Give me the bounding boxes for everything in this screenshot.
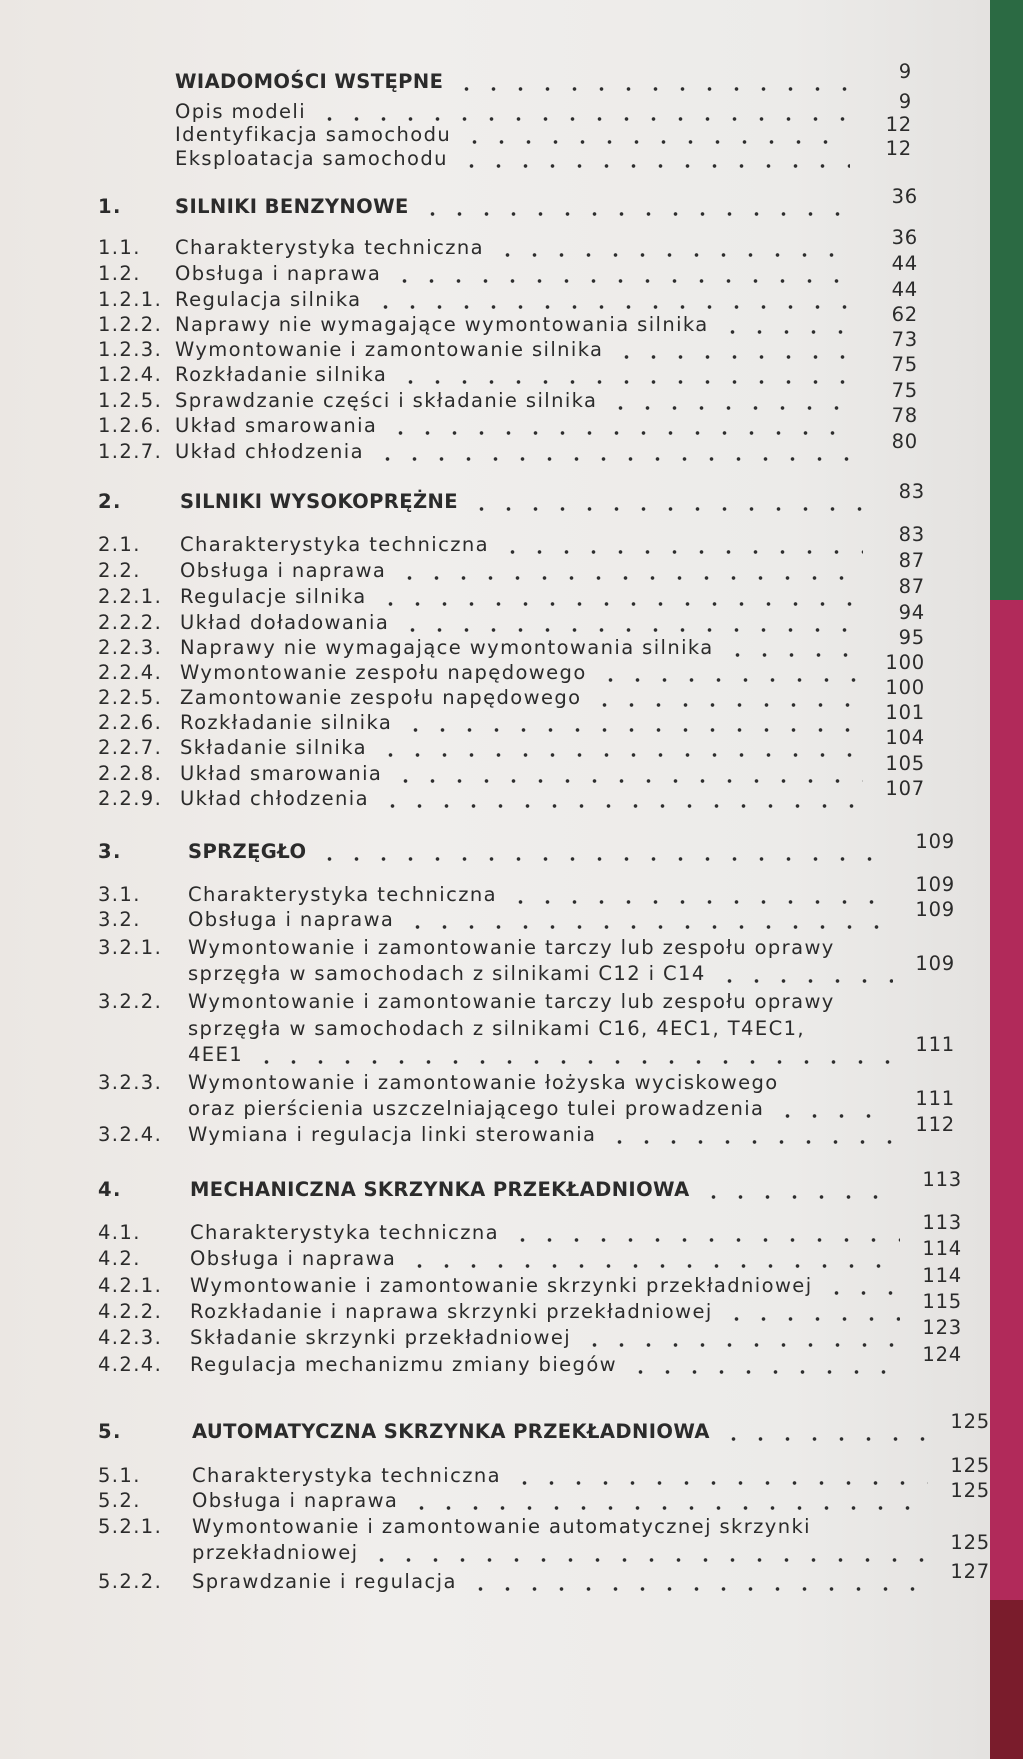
toc-section-number: 1.2.5.: [98, 389, 163, 412]
toc-dot-leader: [507, 885, 893, 903]
toc-entry-row: [0, 353, 990, 389]
toc-title: SILNIKI WYSOKOPRĘŻNE: [180, 490, 458, 513]
toc-dot-leader: [253, 1045, 893, 1063]
toc-page-number: 62: [891, 303, 918, 326]
toc-dot-leader: [461, 125, 850, 143]
toc-section-number: 2.2.9.: [98, 787, 163, 810]
toc-dot-leader: [392, 764, 863, 782]
toc-dot-leader: [316, 842, 893, 860]
toc-title: Wymontowanie i zamontowanie tarczy lub zespołu oprawy: [188, 936, 835, 959]
toc-entry-row: [0, 404, 990, 440]
toc-entry-row: [0, 1113, 990, 1149]
toc-dot-leader: [719, 315, 856, 333]
toc-section-number: 2.2.5.: [98, 686, 163, 709]
toc-title: przekładniowej: [192, 1541, 359, 1564]
toc-title: Wymontowanie i zamontowanie tarczy lub zespołu oprawy: [188, 990, 835, 1013]
toc-page-number: 75: [891, 379, 918, 402]
toc-title: Składanie skrzynki przekładniowej: [190, 1326, 572, 1349]
toc-page-number: 83: [898, 480, 925, 503]
toc-page-number: 125: [950, 1454, 990, 1477]
toc-dot-leader: [509, 1223, 900, 1241]
toc-page-number: 83: [898, 523, 925, 546]
toc-dot-leader: [402, 713, 863, 731]
toc-dot-leader: [581, 1328, 900, 1346]
toc-title: SILNIKI BENZYNOWE: [175, 195, 409, 218]
toc-section-number: 3.: [98, 840, 122, 863]
toc-entry-row: [0, 1071, 990, 1097]
toc-title: Obsługa i naprawa: [192, 1489, 399, 1512]
toc-section-number: 1.2.2.: [98, 313, 163, 336]
toc-title: Układ doładowania: [180, 611, 390, 634]
toc-page-number: 80: [891, 430, 918, 453]
toc-dot-leader: [723, 1302, 900, 1320]
toc-section-number: 5.2.2.: [98, 1570, 163, 1593]
toc-dot-leader: [406, 1249, 900, 1267]
toc-dot-leader: [468, 492, 863, 510]
toc-entry-row: [0, 1316, 990, 1352]
toc-title: Układ chłodzenia: [175, 440, 364, 463]
toc-entry-row: [0, 898, 990, 934]
toc-page-number: 114: [922, 1264, 962, 1287]
toc-entry-row: [0, 226, 990, 262]
toc-entry-row: [0, 726, 990, 762]
toc-title: Obsługa i naprawa: [175, 262, 382, 285]
toc-page-number: 95: [898, 626, 925, 649]
toc-page-number: 87: [898, 575, 925, 598]
toc-title: AUTOMATYCZNA SKRZYNKA PRZEKŁADNIOWA: [192, 1420, 710, 1443]
toc-section-number: 2.2.6.: [98, 711, 163, 734]
toc-title: WIADOMOŚCI WSTĘPNE: [175, 70, 444, 93]
toc-title: Wymontowanie i zamontowanie łożyska wyciskowego: [188, 1071, 779, 1094]
toc-section-number: 1.2.: [98, 262, 141, 285]
toc-chapter-row: [0, 1168, 990, 1204]
toc-title: SPRZĘGŁO: [188, 840, 307, 863]
toc-section-number: 4.: [98, 1178, 122, 1201]
toc-title: Sprawdzanie i regulacja: [192, 1570, 457, 1593]
toc-dot-leader: [823, 1276, 900, 1294]
toc-entry-row: [0, 990, 990, 1016]
toc-section-number: 2.1.: [98, 533, 141, 556]
toc-title: Wymontowanie zespołu napędowego: [180, 661, 587, 684]
toc-section-number: 3.2.: [98, 908, 141, 931]
toc-entry-row: [0, 873, 990, 909]
toc-section-number: 3.2.4.: [98, 1123, 163, 1146]
toc-page-number: 105: [885, 752, 925, 775]
toc-dot-leader: [494, 238, 856, 256]
toc-entry-row: [0, 328, 990, 364]
toc-title: Regulacja mechanizmu zmiany biegów: [190, 1353, 617, 1376]
toc-dot-leader: [396, 561, 863, 579]
toc-page-number: 44: [891, 252, 918, 275]
toc-page-number: 87: [898, 549, 925, 572]
toc-entry-row: [0, 303, 990, 339]
toc-title: MECHANICZNA SKRZYNKA PRZEKŁADNIOWA: [190, 1178, 690, 1201]
toc-section-number: 2.2.7.: [98, 736, 163, 759]
toc-dot-leader: [724, 638, 863, 656]
toc-page-number: 111: [915, 1087, 955, 1110]
toc-section-number: 5.2.1.: [98, 1515, 163, 1538]
toc-entry-row: [0, 1531, 990, 1567]
toc-section-number: 4.1.: [98, 1221, 141, 1244]
toc-title: sprzęgła w samochodach z silnikami C12 i C14: [188, 962, 706, 985]
toc-title: Obsługa i naprawa: [180, 559, 387, 582]
toc-title: oraz pierścienia uszczelniającego tulei prowadzenia: [188, 1097, 765, 1120]
toc-page-number: 9: [898, 60, 912, 83]
toc-title: Charakterystyka techniczna: [190, 1221, 499, 1244]
toc-page-number: 125: [950, 1531, 990, 1554]
toc-entry-row: [0, 1017, 990, 1043]
toc-dot-leader: [597, 663, 863, 681]
toc-section-number: 1.2.7.: [98, 440, 163, 463]
toc-chapter-row: [0, 60, 990, 96]
toc-dot-leader: [404, 910, 893, 928]
toc-title: Rozkładanie i naprawa skrzynki przekładniowej: [190, 1300, 713, 1323]
toc-page-number: 12: [885, 137, 912, 160]
toc-entry-row: [0, 1264, 990, 1300]
toc-title: Naprawy nie wymagające wymontowania silnika: [175, 313, 709, 336]
toc-section-number: 3.1.: [98, 883, 141, 906]
toc-dot-leader: [377, 738, 863, 756]
toc-title: Wymontowanie i zamontowanie silnika: [175, 338, 604, 361]
toc-dot-leader: [591, 688, 863, 706]
toc-page-number: 123: [922, 1316, 962, 1339]
toc-title: Wymontowanie i zamontowanie skrzynki przekładniowej: [190, 1274, 813, 1297]
background-red: [990, 1600, 1023, 1759]
toc-dot-leader: [606, 1125, 893, 1143]
toc-entry-row: [0, 1454, 990, 1490]
toc-page-number: 36: [891, 226, 918, 249]
toc-page-number: 100: [885, 676, 925, 699]
toc-title: Naprawy nie wymagające wymontowania silnika: [180, 636, 714, 659]
toc-title: sprzęgła w samochodach z silnikami C16, 4EC1, T4EC1,: [188, 1017, 806, 1040]
toc-title: Sprawdzanie części i składanie silnika: [175, 389, 598, 412]
toc-dot-leader: [391, 264, 856, 282]
toc-entry-row: [0, 952, 990, 988]
toc-dot-leader: [368, 1543, 928, 1561]
toc-page-number: 9: [898, 90, 912, 113]
toc-dot-leader: [397, 365, 856, 383]
toc-page-number: 113: [922, 1168, 962, 1191]
toc-entry-row: [0, 936, 990, 962]
toc-page-number: 100: [885, 651, 925, 674]
toc-entry-row: [0, 1087, 990, 1123]
toc-dot-leader: [374, 442, 856, 460]
toc-section-number: 1.2.1.: [98, 288, 163, 311]
toc-page-number: 109: [915, 830, 955, 853]
toc-dot-leader: [613, 340, 856, 358]
toc-dot-leader: [316, 102, 850, 120]
toc-entry-row: [0, 523, 990, 559]
toc-section-number: 2.2.3.: [98, 636, 163, 659]
toc-section-number: 4.2.4.: [98, 1353, 163, 1376]
toc-chapter-row: [0, 480, 990, 516]
toc-title: Charakterystyka techniczna: [180, 533, 489, 556]
toc-section-number: 2.2.2.: [98, 611, 163, 634]
toc-page-number: 114: [922, 1237, 962, 1260]
toc-entry-row: [0, 601, 990, 637]
toc-dot-leader: [700, 1180, 900, 1198]
toc-entry-row: [0, 1290, 990, 1326]
toc-section-number: 3.2.2.: [98, 990, 163, 1013]
toc-title: Wymontowanie i zamontowanie automatycznej skrzynki: [192, 1515, 811, 1538]
toc-entry-row: [0, 430, 990, 466]
toc-entry-row: [0, 1515, 990, 1541]
toc-entry-row: [0, 701, 990, 737]
toc-page-number: 107: [885, 777, 925, 800]
toc-dot-leader: [408, 1491, 928, 1509]
toc-section-number: 2.2.: [98, 559, 141, 582]
toc-title: Charakterystyka techniczna: [192, 1464, 501, 1487]
toc-page-number: 78: [891, 404, 918, 427]
toc-title: Obsługa i naprawa: [188, 908, 395, 931]
toc-section-number: 1.2.6.: [98, 414, 163, 437]
toc-dot-leader: [372, 290, 856, 308]
toc-section-number: 2.: [98, 490, 122, 513]
toc-dot-leader: [774, 1099, 893, 1117]
toc-entry-row: [0, 278, 990, 314]
toc-dot-leader: [716, 964, 893, 982]
toc-page-number: 125: [950, 1410, 990, 1433]
toc-entry-row: [0, 137, 990, 173]
toc-page-number: 127: [950, 1560, 990, 1583]
toc-entry-row: [0, 676, 990, 712]
toc-dot-leader: [399, 613, 863, 631]
toc-title: Charakterystyka techniczna: [175, 236, 484, 259]
toc-section-number: 4.2.: [98, 1247, 141, 1270]
toc-entry-row: [0, 575, 990, 611]
toc-page-number: 44: [891, 278, 918, 301]
toc-title: Regulacja silnika: [175, 288, 362, 311]
toc-entry-row: [0, 1033, 990, 1069]
toc-page-number: 36: [891, 185, 918, 208]
toc-chapter-row: [0, 1410, 990, 1446]
toc-section-number: 5.2.: [98, 1489, 141, 1512]
toc-section-number: 4.2.3.: [98, 1326, 163, 1349]
toc-section-number: 5.: [98, 1420, 122, 1443]
toc-dot-leader: [511, 1466, 928, 1484]
toc-title: Układ smarowania: [180, 762, 383, 785]
toc-section-number: 2.2.1.: [98, 585, 163, 608]
toc-page-number: 75: [891, 353, 918, 376]
toc-section-number: 3.2.3.: [98, 1071, 163, 1094]
toc-entry-row: [0, 777, 990, 813]
toc-dot-leader: [387, 416, 856, 434]
toc-dot-leader: [458, 149, 850, 167]
toc-section-number: 3.2.1.: [98, 936, 163, 959]
toc-dot-leader: [627, 1355, 900, 1373]
toc-dot-leader: [467, 1572, 928, 1590]
toc-entry-row: [0, 1237, 990, 1273]
toc-section-number: 1.2.4.: [98, 363, 163, 386]
toc-entry-row: [0, 1211, 990, 1247]
toc-entry-row: [0, 752, 990, 788]
toc-title: Obsługa i naprawa: [190, 1247, 397, 1270]
toc-page-number: 125: [950, 1479, 990, 1502]
toc-page-number: 113: [922, 1211, 962, 1234]
toc-page-number: 94: [898, 601, 925, 624]
toc-title: Identyfikacja samochodu: [175, 123, 452, 146]
toc-entry-row: [0, 651, 990, 687]
toc-page-number: 111: [915, 1033, 955, 1056]
toc-page-number: 12: [885, 113, 912, 136]
toc-title: Eksploatacja samochodu: [175, 147, 448, 170]
toc-entry-row: [0, 626, 990, 662]
toc-dot-leader: [377, 587, 863, 605]
background-green: [990, 0, 1023, 600]
toc-title: Opis modeli: [175, 100, 307, 123]
toc-entry-row: [0, 379, 990, 415]
toc-dot-leader: [453, 72, 850, 90]
toc-section-number: 2.2.4.: [98, 661, 163, 684]
toc-entry-row: [0, 1343, 990, 1379]
toc-chapter-row: [0, 185, 990, 221]
toc-title: Wymiana i regulacja linki sterowania: [188, 1123, 597, 1146]
toc-dot-leader: [379, 789, 863, 807]
toc-page-number: 109: [915, 873, 955, 896]
toc-dot-leader: [499, 535, 863, 553]
toc-page-number: 104: [885, 726, 925, 749]
toc-entry-row: [0, 113, 990, 149]
toc-chapter-row: [0, 830, 990, 866]
toc-section-number: 5.1.: [98, 1464, 141, 1487]
toc-title: Zamontowanie zespołu napędowego: [180, 686, 582, 709]
toc-title: Składanie silnika: [180, 736, 367, 759]
toc-section-number: 4.2.2.: [98, 1300, 163, 1323]
toc-page-number: 73: [891, 328, 918, 351]
toc-entry-row: [0, 1560, 990, 1596]
toc-section-number: 1.1.: [98, 236, 141, 259]
toc-page-number: 109: [915, 952, 955, 975]
toc-page-number: 112: [915, 1113, 955, 1136]
toc-title: Rozkładanie silnika: [175, 363, 388, 386]
toc-title: Charakterystyka techniczna: [188, 883, 497, 906]
toc-title: Regulacje silnika: [180, 585, 367, 608]
toc-section-number: 1.2.3.: [98, 338, 163, 361]
toc-page-number: 101: [885, 701, 925, 724]
toc-entry-row: [0, 1479, 990, 1515]
toc-section-number: 1.: [98, 195, 122, 218]
toc-page-number: 115: [922, 1290, 962, 1313]
background-magenta: [990, 600, 1023, 1600]
toc-title: Układ smarowania: [175, 414, 378, 437]
toc-title: 4EE1: [188, 1043, 244, 1066]
toc-dot-leader: [607, 391, 856, 409]
toc-title: Rozkładanie silnika: [180, 711, 393, 734]
toc-entry-row: [0, 252, 990, 288]
toc-page-number: 109: [915, 898, 955, 921]
toc-section-number: 2.2.8.: [98, 762, 163, 785]
toc-entry-row: [0, 549, 990, 585]
toc-section-number: 4.2.1.: [98, 1274, 163, 1297]
toc-page-number: 124: [922, 1343, 962, 1366]
toc-dot-leader: [720, 1422, 928, 1440]
toc-title: Układ chłodzenia: [180, 787, 369, 810]
toc-dot-leader: [419, 197, 856, 215]
